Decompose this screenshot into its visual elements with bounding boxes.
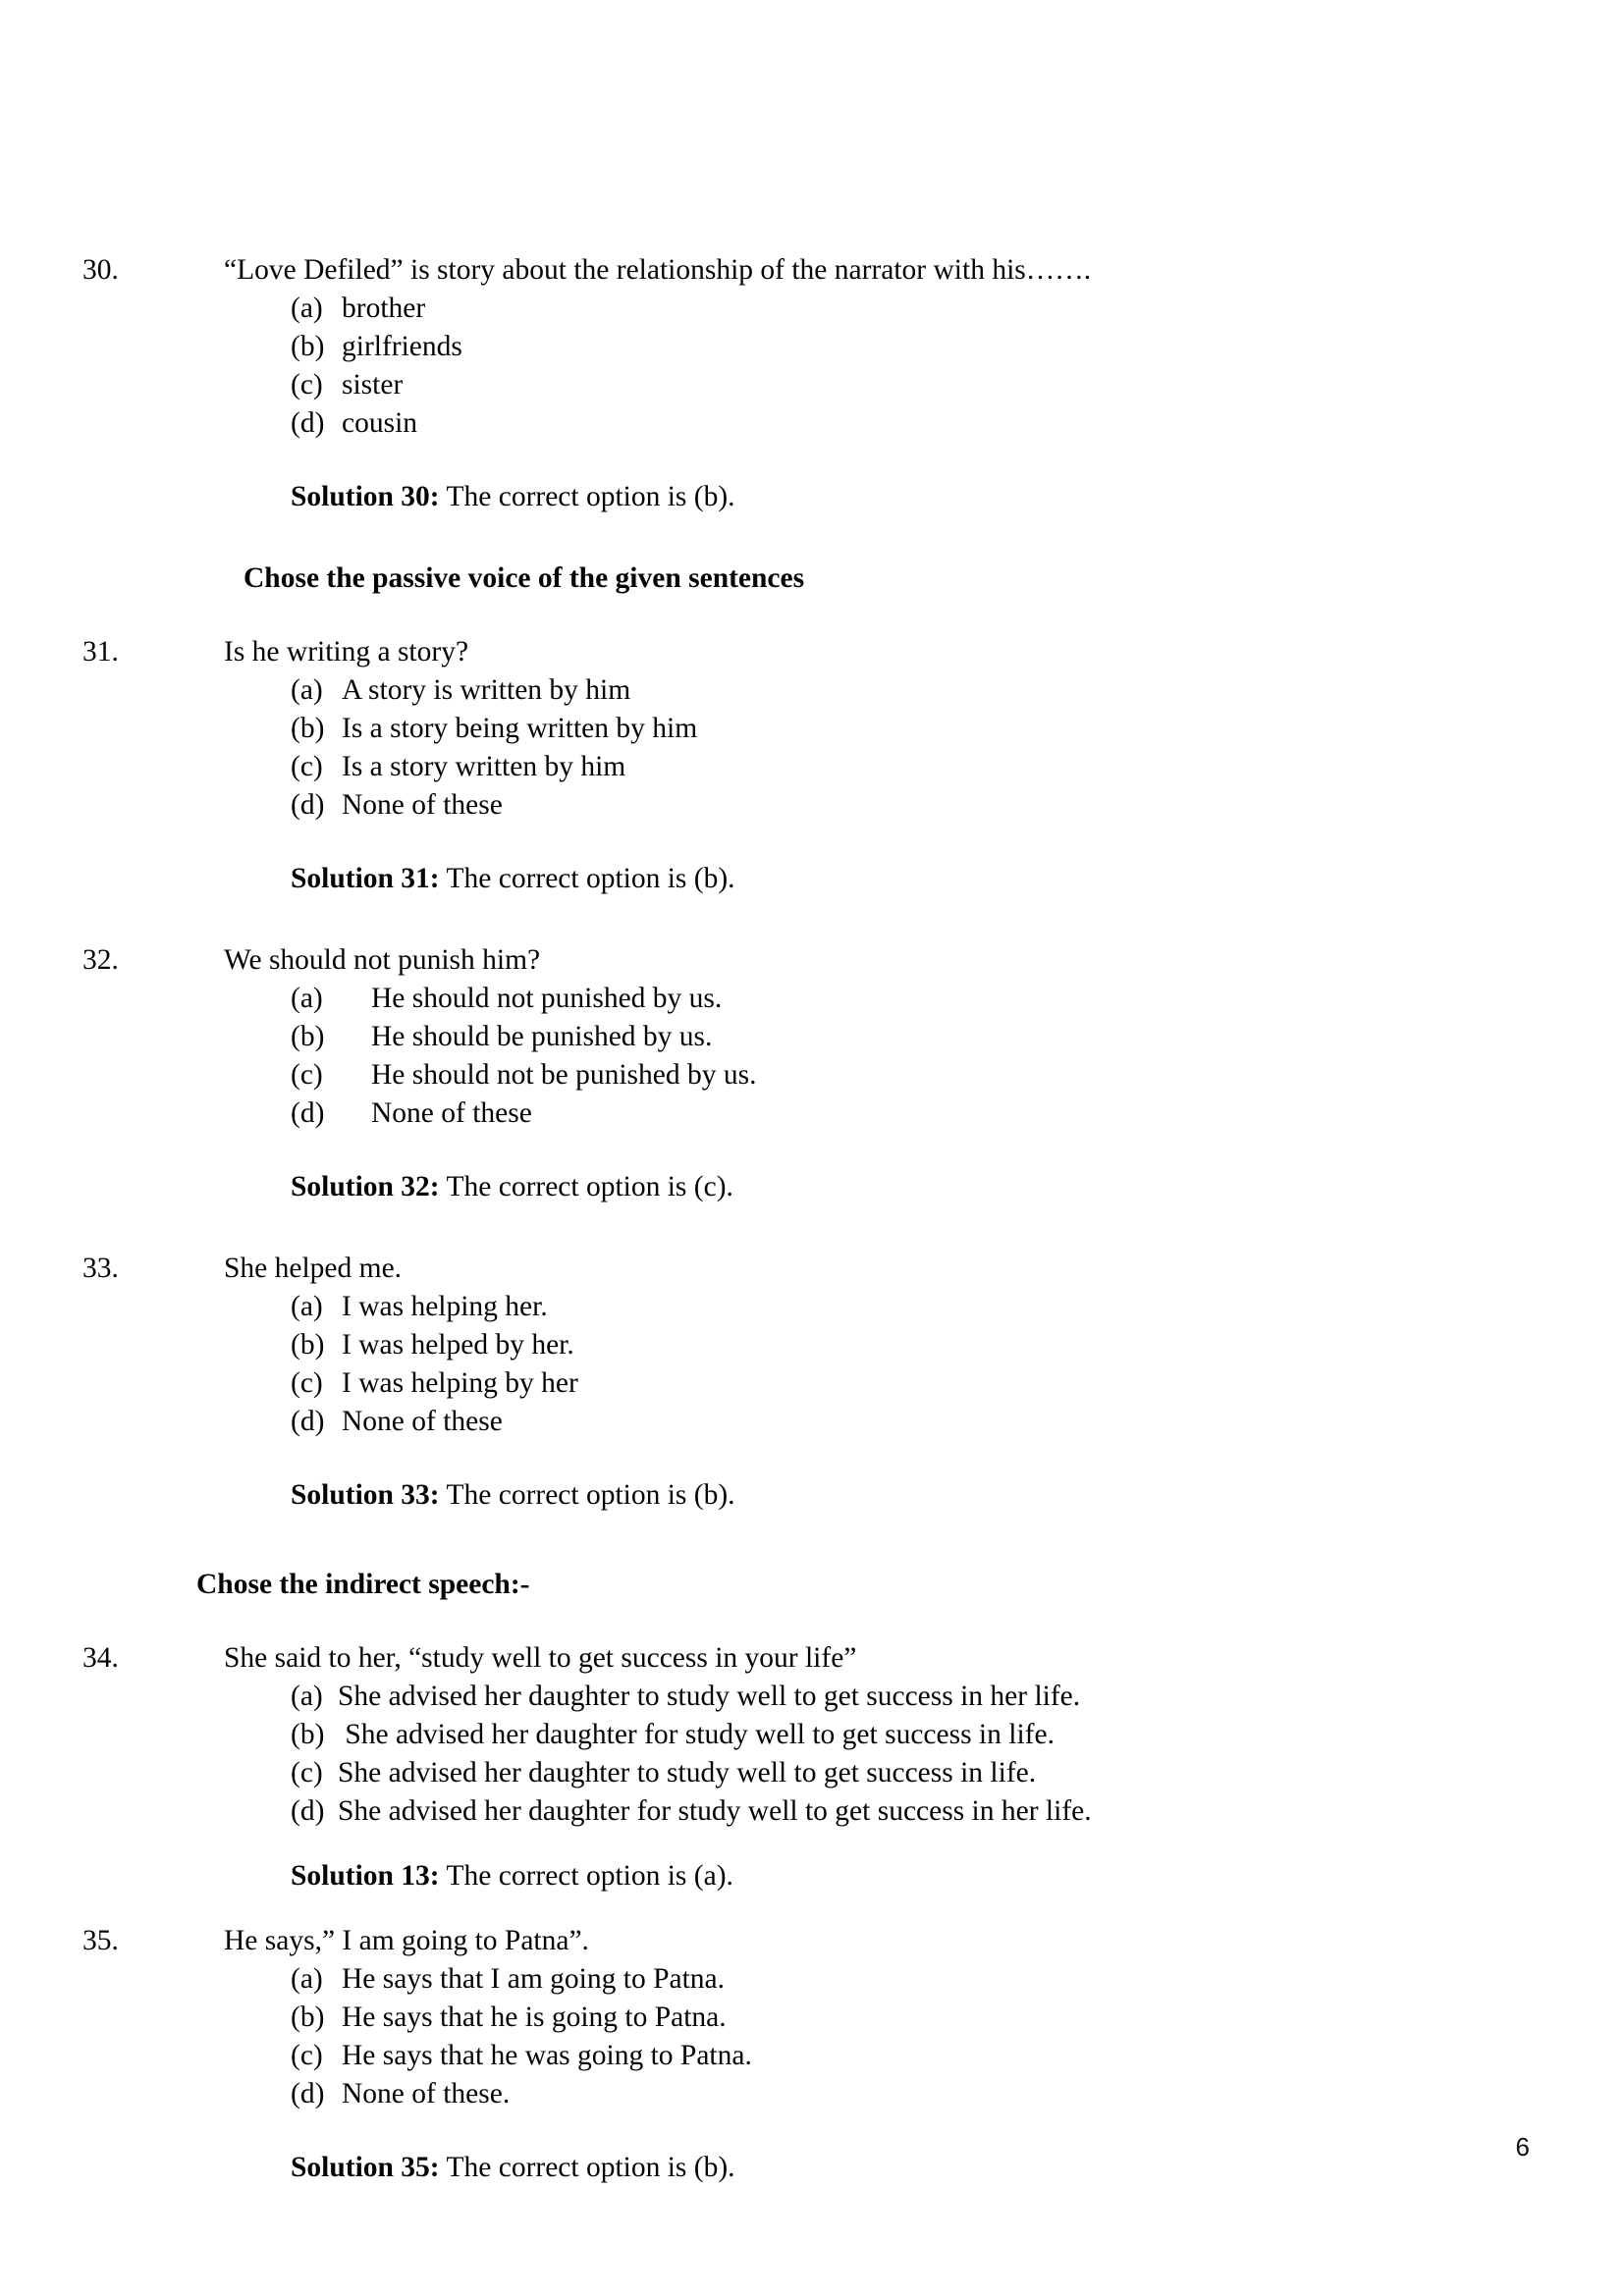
question-number-31: 31. [82, 636, 119, 667]
page-number: 6 [1515, 2132, 1530, 2162]
question-stem-34 [0, 1639, 1624, 1678]
solution-32 [0, 1168, 1624, 1206]
solution-text-35: The correct option is (b). [439, 2152, 735, 2183]
option-text-31-c: Is a story written by him [342, 751, 626, 782]
option-tag-32-c: (c) [291, 1059, 323, 1091]
option-text-35-c: He says that he was going to Patna. [342, 2040, 752, 2071]
option-30-c[interactable] [0, 366, 1624, 404]
option-tag-30-d: (d) [291, 407, 325, 439]
option-32-c[interactable] [0, 1056, 1624, 1095]
question-block-33 [0, 1250, 1624, 1515]
section-heading-passive-voice: Chose the passive voice of the given sentences [244, 562, 805, 594]
option-text-30-d: cousin [342, 407, 418, 439]
option-text-33-a: I was helping her. [342, 1291, 548, 1322]
option-text-30-c: sister [342, 369, 404, 400]
option-33-c[interactable] [0, 1364, 1624, 1403]
option-text-35-d: None of these. [342, 2078, 511, 2109]
option-tag-35-a: (a) [291, 1963, 323, 1995]
option-text-35-b: He says that he is going to Patna. [342, 2002, 727, 2033]
option-tag-30-c: (c) [291, 369, 323, 400]
option-tag-35-d: (d) [291, 2078, 325, 2109]
spacer [0, 1604, 1624, 1639]
option-30-a[interactable] [0, 290, 1624, 328]
solution-text-32: The correct option is (c). [439, 1171, 733, 1202]
option-text-32-b: He should be punished by us. [371, 1021, 713, 1052]
option-text-33-b: I was helped by her. [342, 1329, 574, 1361]
option-34-d[interactable] [0, 1792, 1624, 1831]
solution-text-31: The correct option is (b). [439, 863, 735, 894]
option-text-34-c: She advised her daughter to study well to get success in life. [338, 1757, 1037, 1789]
option-33-b[interactable] [0, 1326, 1624, 1364]
option-tag-35-b: (b) [291, 2002, 325, 2033]
option-tag-31-a: (a) [291, 674, 323, 706]
solution-label-35: Solution 35: [291, 2152, 440, 2183]
option-text-33-d: None of these [342, 1406, 503, 1437]
option-32-b[interactable] [0, 1018, 1624, 1056]
solution-text-33: The correct option is (b). [439, 1479, 735, 1511]
question-number-30: 30. [82, 254, 119, 286]
option-tag-31-b: (b) [291, 713, 325, 744]
option-text-35-a: He says that I am going to Patna. [342, 1963, 725, 1995]
option-tag-34-c: (c) [291, 1757, 323, 1789]
option-text-32-a: He should not punished by us. [371, 983, 723, 1014]
spacer [0, 898, 1624, 941]
option-tag-33-b: (b) [291, 1329, 325, 1361]
option-33-d[interactable] [0, 1403, 1624, 1441]
option-tag-35-c: (c) [291, 2040, 323, 2071]
question-text-32: We should not punish him? [224, 944, 541, 976]
option-32-d[interactable] [0, 1095, 1624, 1133]
option-tag-30-a: (a) [291, 293, 323, 324]
question-block-35 [0, 1922, 1624, 2187]
option-35-a[interactable] [0, 1960, 1624, 1999]
option-text-31-d: None of these [342, 789, 503, 821]
spacer [0, 516, 1624, 560]
option-31-d[interactable] [0, 786, 1624, 825]
option-30-d[interactable] [0, 404, 1624, 443]
option-text-34-d: She advised her daughter for study well to get success in her life. [338, 1795, 1092, 1827]
question-text-33: She helped me. [224, 1253, 403, 1284]
spacer [0, 1206, 1624, 1250]
top-margin-spacer [0, 0, 1624, 251]
option-tag-30-b: (b) [291, 331, 325, 362]
option-text-31-b: Is a story being written by him [342, 713, 698, 744]
option-text-31-a: A story is written by him [342, 674, 631, 706]
option-tag-32-b: (b) [291, 1021, 325, 1052]
question-number-35: 35. [82, 1925, 119, 1956]
option-34-a[interactable] [0, 1678, 1624, 1716]
question-number-34: 34. [82, 1642, 119, 1674]
solution-35 [0, 2149, 1624, 2187]
solution-text-34: The correct option is (a). [439, 1860, 733, 1892]
option-text-33-c: I was helping by her [342, 1367, 578, 1399]
solution-label-33: Solution 33: [291, 1479, 440, 1511]
option-35-b[interactable] [0, 1999, 1624, 2037]
spacer [0, 825, 1624, 860]
option-tag-31-d: (d) [291, 789, 325, 821]
question-number-32: 32. [82, 944, 119, 976]
solution-label-30: Solution 30: [291, 481, 440, 512]
option-35-c[interactable] [0, 2037, 1624, 2075]
question-block-32 [0, 941, 1624, 1206]
question-block-31 [0, 633, 1624, 898]
option-tag-32-a: (a) [291, 983, 323, 1014]
spacer [0, 1896, 1624, 1922]
option-tag-34-b: (b) [291, 1719, 325, 1750]
option-tag-33-d: (d) [291, 1406, 325, 1437]
option-tag-32-d: (d) [291, 1097, 325, 1129]
option-text-30-b: girlfriends [342, 331, 462, 362]
option-31-b[interactable] [0, 710, 1624, 748]
option-tag-34-a: (a) [291, 1681, 323, 1712]
question-stem-32 [0, 941, 1624, 980]
question-number-33: 33. [82, 1253, 119, 1284]
question-stem-31 [0, 633, 1624, 671]
spacer [0, 443, 1624, 478]
option-text-34-b: She advised her daughter for study well to get success in life. [338, 1719, 1055, 1750]
option-34-b[interactable] [0, 1716, 1624, 1754]
option-text-34-a: She advised her daughter to study well to get success in her life. [338, 1681, 1081, 1712]
question-text-34: She said to her, “study well to get success in your life” [224, 1642, 857, 1674]
question-stem-30 [0, 251, 1624, 290]
section-heading-indirect-speech: Chose the indirect speech:- [196, 1569, 530, 1600]
question-stem-35 [0, 1922, 1624, 1960]
solution-label-34: Solution 13: [291, 1860, 440, 1892]
solution-text-30: The correct option is (b). [439, 481, 735, 512]
option-35-d[interactable] [0, 2075, 1624, 2113]
option-tag-31-c: (c) [291, 751, 323, 782]
question-stem-33 [0, 1250, 1624, 1288]
question-block-30 [0, 251, 1624, 516]
spacer [0, 1831, 1624, 1857]
option-32-a[interactable] [0, 980, 1624, 1018]
spacer [0, 1441, 1624, 1476]
solution-31 [0, 860, 1624, 898]
question-text-31: Is he writing a story? [224, 636, 469, 667]
spacer [0, 1133, 1624, 1168]
spacer [0, 1515, 1624, 1566]
option-34-c[interactable] [0, 1754, 1624, 1792]
solution-label-31: Solution 31: [291, 863, 440, 894]
solution-label-32: Solution 32: [291, 1171, 440, 1202]
option-text-30-a: brother [342, 293, 426, 324]
spacer [0, 598, 1624, 633]
option-31-c[interactable] [0, 748, 1624, 786]
solution-30 [0, 478, 1624, 516]
option-text-32-d: None of these [371, 1097, 532, 1129]
option-tag-33-c: (c) [291, 1367, 323, 1399]
solution-34 [0, 1857, 1624, 1896]
option-30-b[interactable] [0, 328, 1624, 366]
question-block-34 [0, 1639, 1624, 1896]
solution-33 [0, 1476, 1624, 1515]
question-text-30: “Love Defiled” is story about the relationship of the narrator with his……. [224, 254, 1092, 286]
option-31-a[interactable] [0, 671, 1624, 710]
spacer [0, 2113, 1624, 2149]
option-tag-33-a: (a) [291, 1291, 323, 1322]
option-33-a[interactable] [0, 1288, 1624, 1326]
question-text-35: He says,” I am going to Patna”. [224, 1925, 589, 1956]
option-text-32-c: He should not be punished by us. [371, 1059, 757, 1091]
option-tag-34-d: (d) [291, 1795, 325, 1827]
